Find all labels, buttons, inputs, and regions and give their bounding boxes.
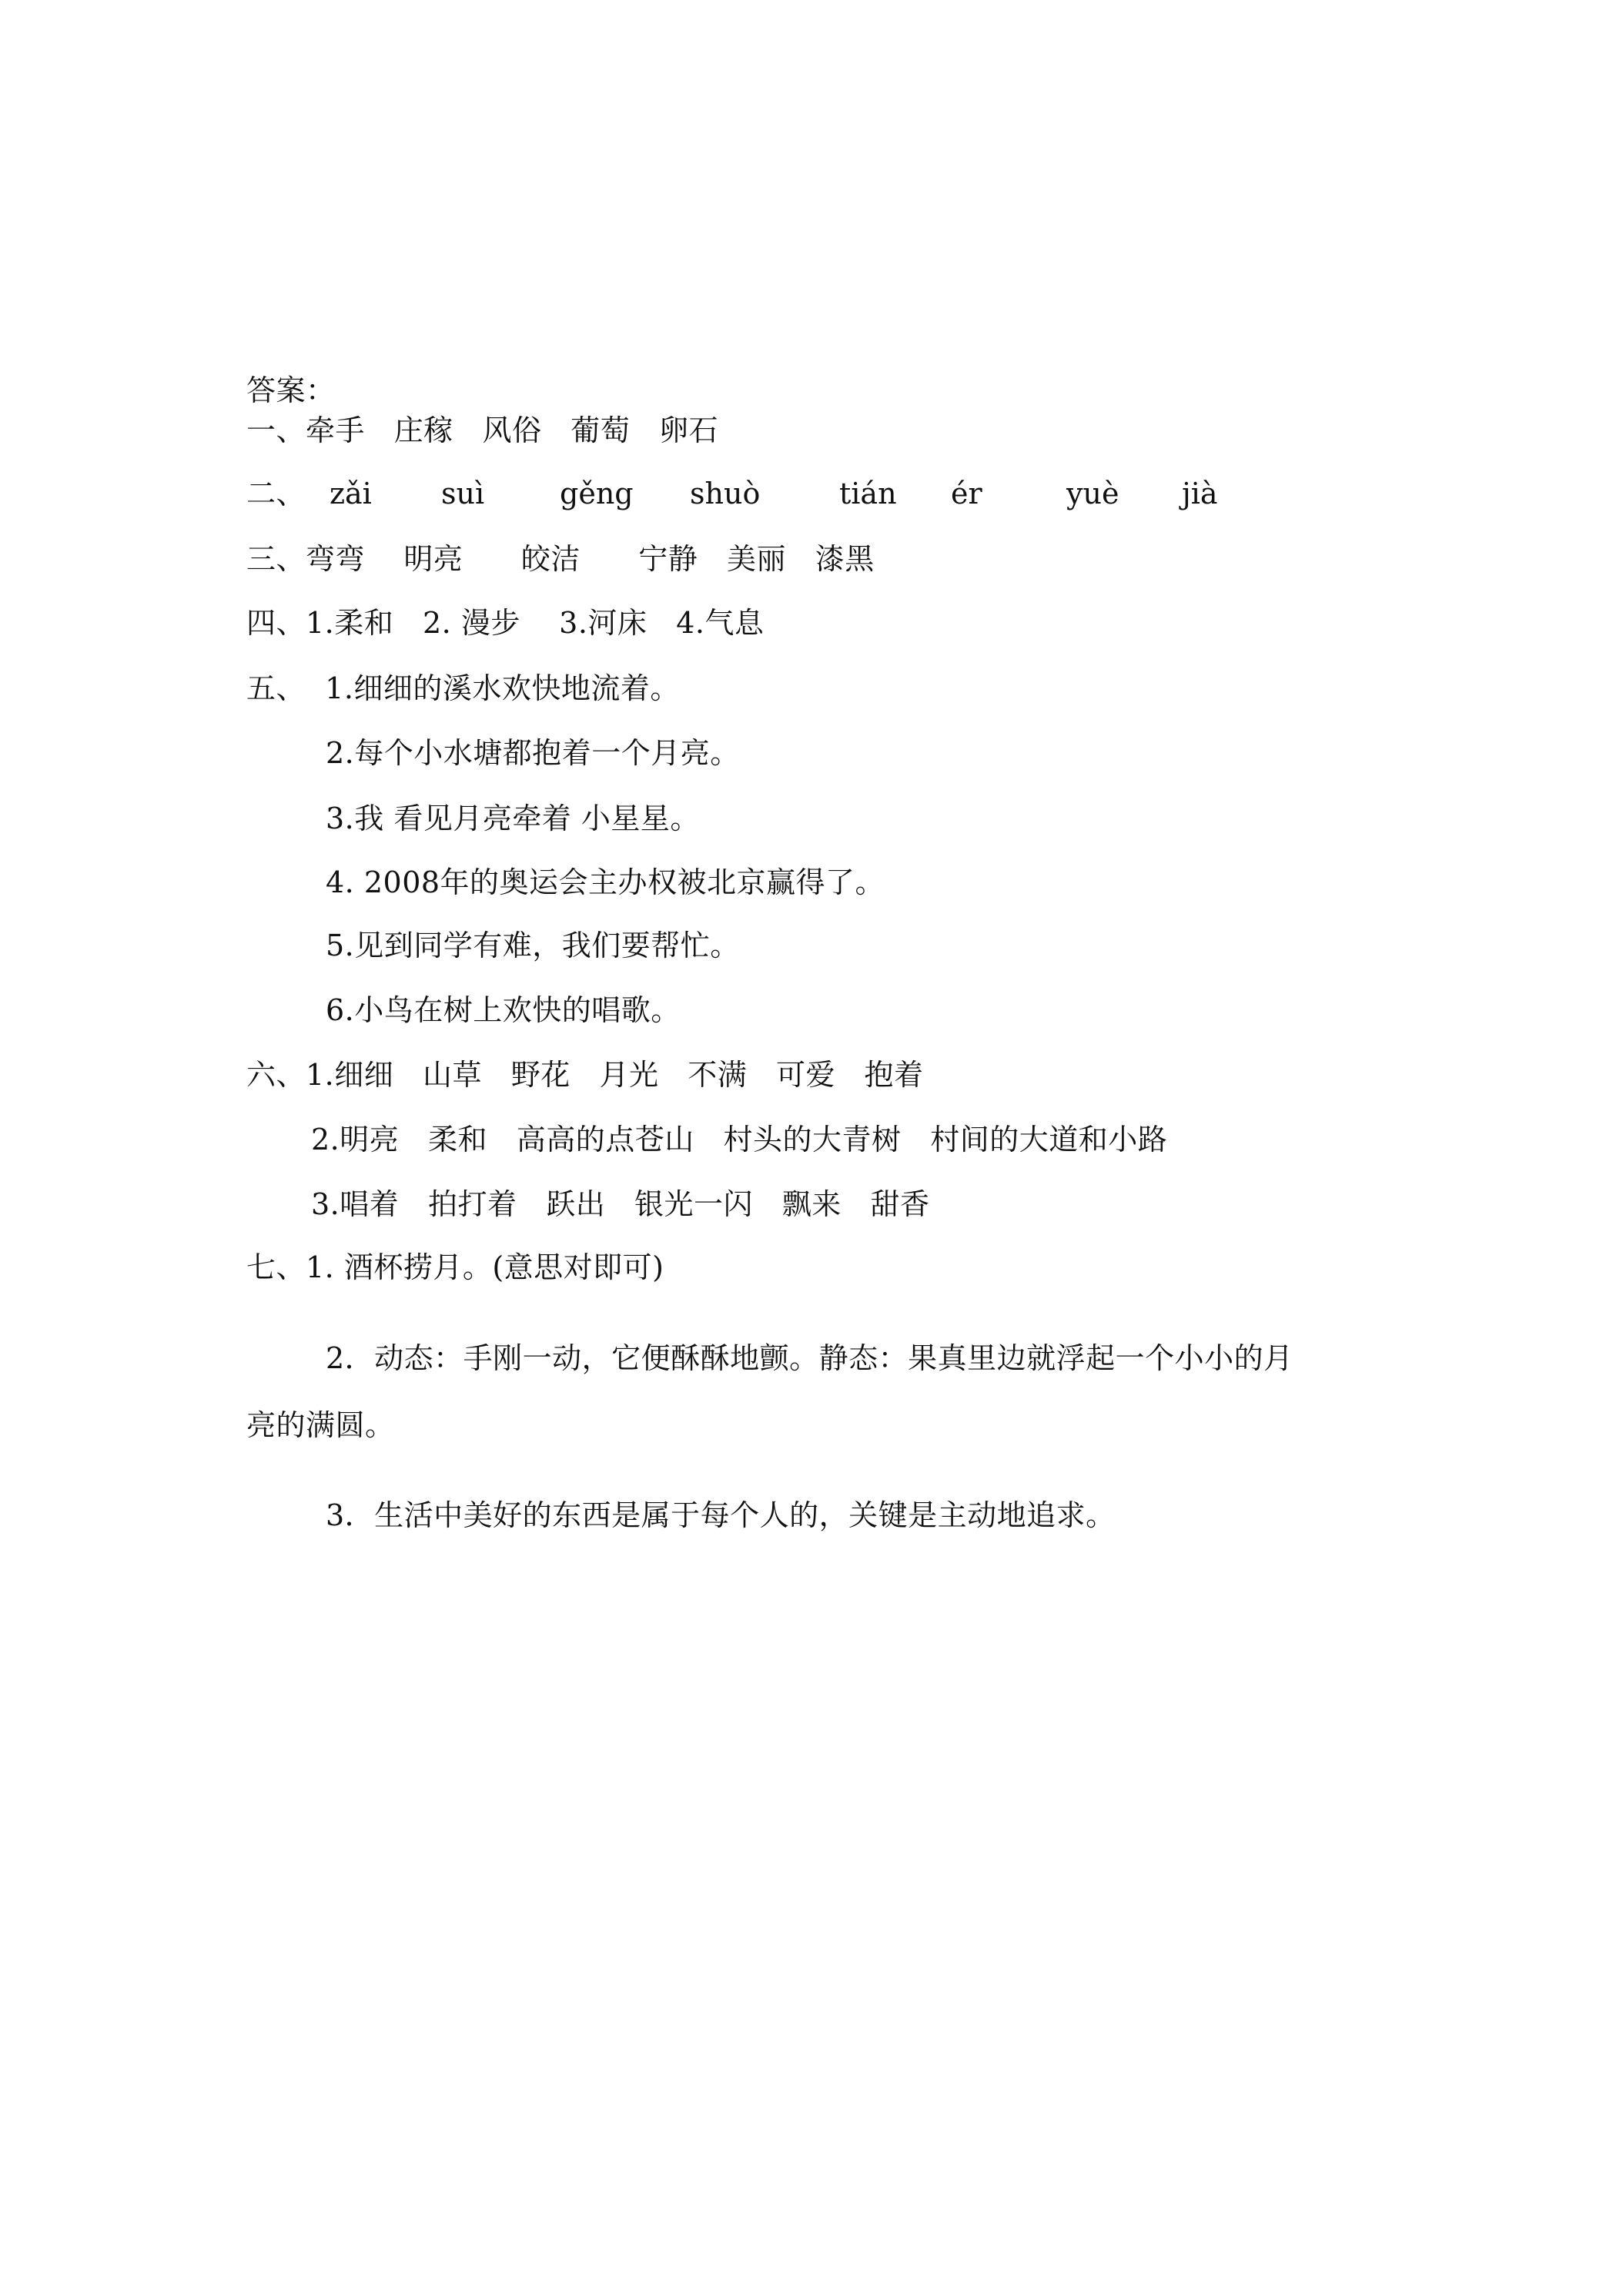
answer-1: 一、牵手 庄稼 风俗 葡萄 卵石	[246, 413, 718, 447]
answer-7-item-1: 七、1. 酒杯捞月。(意思对即可)	[246, 1250, 664, 1284]
answer-7-item-3: 3．生活中美好的东西是属于每个人的，关键是主动地追求。	[326, 1498, 1116, 1532]
pinyin-item: jià	[1182, 477, 1218, 510]
answer-2-pinyin-row	[246, 475, 1324, 512]
answer-5-item-5: 5.见到同学有难，我们要帮忙。	[326, 929, 740, 962]
answer-7-item-2-line-2: 亮的满圆。	[246, 1408, 395, 1442]
pinyin-item: ér	[951, 477, 982, 510]
answer-6-item-1: 六、1.细细 山草 野花 月光 不满 可爱 抱着	[246, 1058, 924, 1092]
answer-3: 三、弯弯 明亮 皎洁 宁静 美丽 漆黑	[246, 542, 875, 576]
pinyin-item: shuò	[690, 477, 761, 510]
answer-4: 四、1.柔和 2. 漫步 3.河床 4.气息	[246, 606, 765, 640]
answer-5-item-2: 2.每个小水塘都抱着一个月亮。	[326, 736, 740, 770]
answer-5-item-4: 4. 2008年的奥运会主办权被北京赢得了。	[326, 865, 885, 899]
answer-7-item-2-line-1: 2．动态：手刚一动，它便酥酥地颤。静态：果真里边就浮起一个小小的月	[326, 1341, 1293, 1375]
pinyin-item: gěng	[560, 477, 634, 510]
answer-6-item-2: 2.明亮 柔和 高高的点苍山 村头的大青树 村间的大道和小路	[311, 1123, 1168, 1156]
answer-5-item-6: 6.小鸟在树上欢快的唱歌。	[326, 993, 681, 1027]
pinyin-item: yuè	[1066, 477, 1119, 510]
answer-5-item-3: 3.我 看见月亮牵着 小星星。	[326, 802, 700, 835]
pinyin-item: suì	[441, 477, 485, 510]
answer-5-item-1: 五、 1.细细的溪水欢快地流着。	[246, 671, 680, 705]
answers-heading: 答案：	[246, 373, 336, 407]
answer-2-label: 二、	[246, 477, 306, 510]
answer-6-item-3: 3.唱着 拍打着 跃出 银光一闪 飘来 甜香	[311, 1187, 930, 1221]
pinyin-item: tián	[839, 477, 897, 510]
pinyin-item: zǎi	[330, 477, 372, 510]
